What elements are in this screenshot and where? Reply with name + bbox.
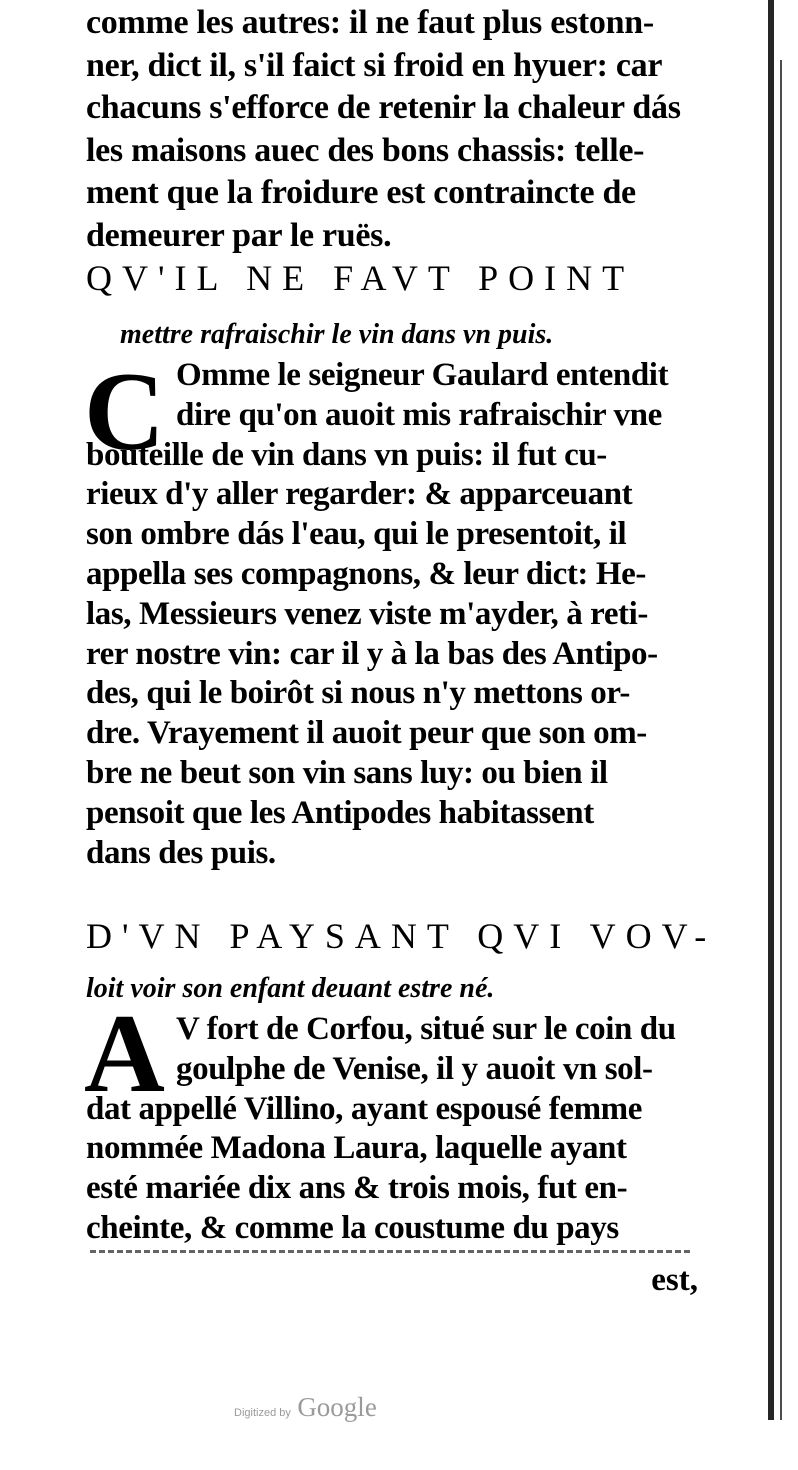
text-line: las, Messieurs venez viste m'ayder, à reti- bbox=[86, 595, 649, 632]
text-line: ment que la froidure est contraincte de bbox=[86, 174, 636, 212]
text-line: rieux d'y aller regarder: & apparceuant bbox=[86, 476, 633, 513]
text-line: V fort de Corfou, situé sur le coin du bbox=[176, 1011, 676, 1047]
text-line: bouteille de vin dans vn puis: il fut cu- bbox=[86, 436, 607, 473]
digitized-watermark bbox=[234, 1392, 377, 1423]
section-subheading: loit voir son enfant deuant estre né. bbox=[86, 973, 495, 1004]
drop-cap: C bbox=[84, 350, 165, 474]
text-line: nommée Madona Laura, laquelle ayant bbox=[86, 1130, 627, 1167]
text-line: appella ses compagnons, & leur dict: He- bbox=[86, 555, 646, 592]
text-line: chacuns s'efforce de retenir la chaleur dás bbox=[86, 89, 681, 127]
section-heading: D'VN PAYSANT QVI VOV- bbox=[86, 916, 717, 956]
text-line: son ombre dás l'eau, qui le presentoit, il bbox=[86, 516, 627, 553]
binding-edge bbox=[768, 0, 774, 1420]
catchword: est, bbox=[651, 1262, 698, 1298]
text-line: dire qu'on auoit mis rafraischir vne bbox=[176, 396, 662, 433]
section-subheading: mettre rafraischir le vin dans vn puis. bbox=[120, 319, 554, 350]
top-paragraph bbox=[86, 2, 706, 258]
digitized-label: Digitized by bbox=[234, 1407, 291, 1419]
text-line: ner, dict il, s'il faict si froid en hyuer: car bbox=[86, 46, 663, 84]
text-line: goulphe de Venise, il y auoit vn sol- bbox=[176, 1050, 653, 1087]
text-line: cheinte, & comme la coustume du pays bbox=[86, 1209, 619, 1246]
text-line: dans des puis. bbox=[86, 834, 276, 871]
google-logo: Google bbox=[297, 1392, 377, 1422]
text-line: dre. Vrayement il auoit peur que son om- bbox=[86, 715, 647, 752]
binding-edge-line bbox=[780, 60, 782, 1420]
text-line: des, qui le boirôt si nous n'y mettons or- bbox=[86, 675, 630, 712]
text-line: rer nostre vin: car il y à la bas des Antipo- bbox=[86, 635, 658, 672]
drop-cap: A bbox=[84, 992, 165, 1116]
text-line: pensoit que les Antipodes habitassent bbox=[86, 794, 594, 831]
section-paragraph bbox=[86, 1010, 706, 1249]
underline-dashes bbox=[90, 1250, 690, 1257]
text-line: dat appellé Villino, ayant espousé femme bbox=[86, 1090, 643, 1127]
text-line: demeurer par le ruës. bbox=[86, 216, 392, 254]
text-line: Omme le seigneur Gaulard entendit bbox=[176, 357, 669, 393]
text-line: bre ne beut son vin sans luy: ou bien il bbox=[86, 754, 608, 791]
section-heading: QV'IL NE FAVT POINT bbox=[86, 258, 635, 298]
section-paragraph bbox=[84, 350, 706, 873]
text-line: esté mariée dix ans & trois mois, fut en- bbox=[86, 1170, 628, 1207]
text-line: les maisons auec des bons chassis: telle- bbox=[86, 131, 645, 169]
text-line: comme les autres: il ne faut plus estonn- bbox=[86, 4, 654, 41]
